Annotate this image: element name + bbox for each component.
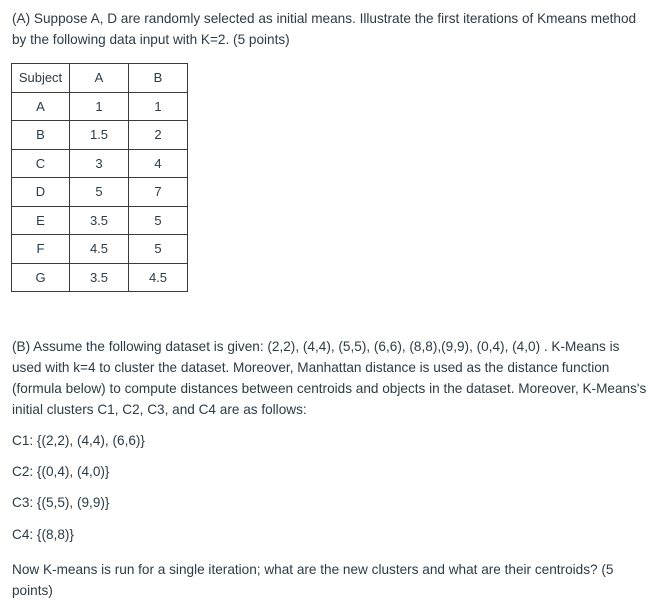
cluster-c2: C2: {(0,4), (4,0)}: [12, 464, 110, 479]
table-cell: 1: [129, 92, 188, 121]
table-cell: D: [12, 178, 70, 207]
table-row: [12, 121, 188, 150]
table-cell: B: [12, 121, 70, 150]
table-cell: 5: [129, 206, 188, 235]
part-b-question: Now K-means is run for a single iteration; what are the new clusters and what are their centroids? (5 points): [12, 562, 614, 598]
table-cell: A: [12, 92, 70, 121]
table-cell: 5: [129, 235, 188, 264]
table-cell: 2: [129, 121, 188, 150]
table-cell: 3.5: [70, 206, 129, 235]
table-cell: E: [12, 206, 70, 235]
table-cell: 4.5: [129, 263, 188, 292]
table-cell: 7: [129, 178, 188, 207]
cluster-c1: C1: {(2,2), (4,4), (6,6)}: [12, 433, 145, 448]
header-subject: Subject: [12, 64, 70, 93]
table-row: [12, 92, 188, 121]
data-table: [11, 63, 188, 292]
table-cell: G: [12, 263, 70, 292]
header-a: A: [70, 64, 129, 93]
table-cell: F: [12, 235, 70, 264]
table-cell: 4: [129, 149, 188, 178]
header-b: B: [129, 64, 188, 93]
table-cell: 1.5: [70, 121, 129, 150]
part-a-question: (A) Suppose A, D are randomly selected as initial means. Illustrate the first iterations of Kmeans method by the following data input with K=2. (5 points): [12, 11, 637, 47]
table-cell: 4.5: [70, 235, 129, 264]
table-header-row: [12, 64, 188, 93]
part-b-intro: (B) Assume the following dataset is given: (2,2), (4,4), (5,5), (6,6), (8,8),(9,9), (0,4), (4,0) . K-Means is used with k=4 to cluster the dataset. Moreover, Manhattan distance is used as the distance function (formula below) to compute distances between centroids and objects in the dataset. Moreover, K-Means's initial clusters C1, C2, C3, and C4 are as follows:: [12, 339, 647, 417]
table-row: [12, 263, 188, 292]
table-row: [12, 149, 188, 178]
cluster-c3: C3: {(5,5), (9,9)}: [12, 495, 110, 510]
table-cell: C: [12, 149, 70, 178]
cluster-c4: C4: {(8,8)}: [12, 527, 74, 542]
table-row: [12, 206, 188, 235]
table-cell: 3: [70, 149, 129, 178]
table-row: [12, 178, 188, 207]
table-cell: 3.5: [70, 263, 129, 292]
table-cell: 1: [70, 92, 129, 121]
table-cell: 5: [70, 178, 129, 207]
table-row: [12, 235, 188, 264]
